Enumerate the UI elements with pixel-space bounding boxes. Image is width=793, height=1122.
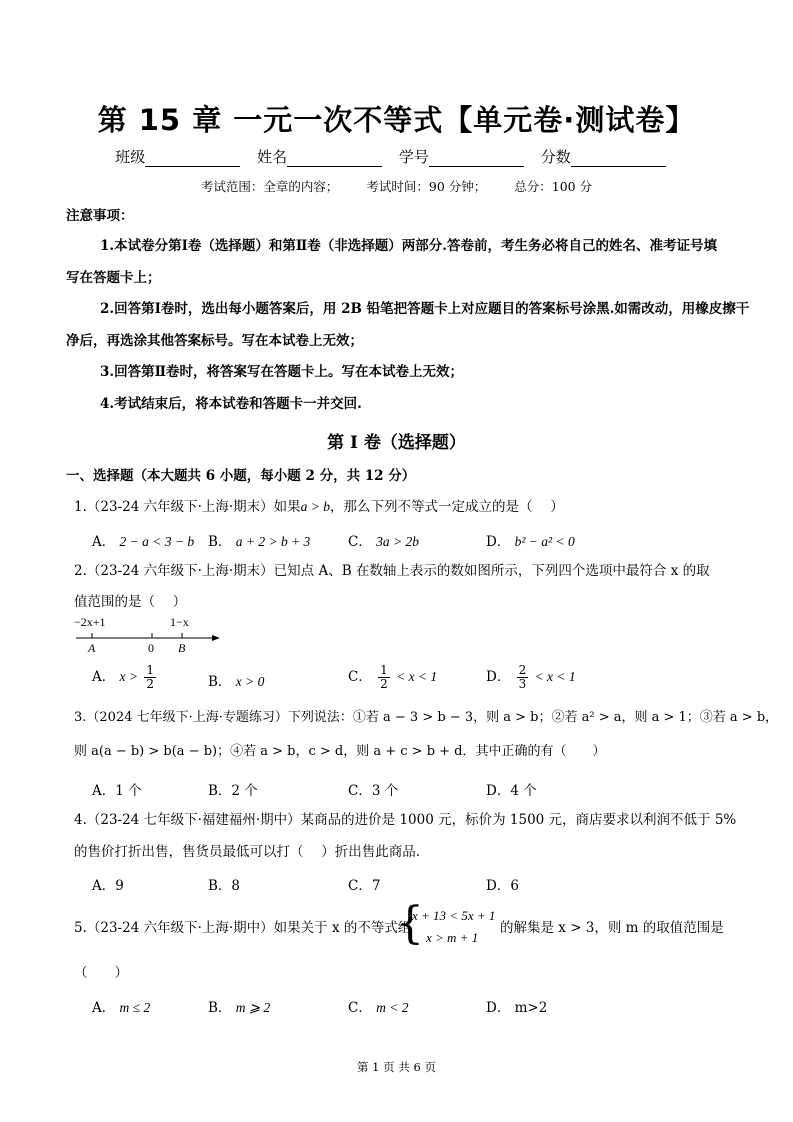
q5-equation-1: x + 13 < 5x + 1 [412, 908, 496, 923]
q1-option-c[interactable]: C． 3a > 2b [348, 534, 420, 550]
q3-option-b[interactable]: B．2 个 [208, 783, 258, 799]
q4-option-b[interactable]: B．8 [208, 878, 241, 894]
note-1-line-1: 1.本试卷分第Ⅰ卷（选择题）和第Ⅱ卷（非选择题）两部分.答卷前，考生务必将自己的姓名、准考证号填 [100, 238, 717, 254]
exam-range: 考试范围：全章的内容； [200, 179, 339, 194]
question-4-line-2: 的售价打折出售，售货员最低可以打（ ）折出售此商品. [74, 844, 421, 860]
q2-option-d-fraction: $\frac{2}{3}$ [518, 663, 527, 691]
name-label: 姓名 [257, 148, 288, 166]
name-blank [287, 151, 382, 167]
numline-label-b-expr: 1−x [170, 615, 189, 629]
question-5-line-2: （ ） [74, 965, 128, 981]
q2-option-a-fraction: $\frac{1}{2}$ [146, 663, 154, 691]
q1-option-b[interactable]: B． a + 2 > b + 3 [208, 534, 311, 550]
q2-option-c[interactable]: C． $\frac{1}{2}$ < x < 1 [348, 663, 438, 691]
page-title: 第 15 章 一元一次不等式【单元卷·测试卷】 [97, 103, 696, 137]
question-2-stem-line-1: 2.（23-24 六年级下·上海·期末）已知点 A、B 在数轴上表示的数如图所示，下列四个选项中最符合 x 的取 [74, 563, 710, 579]
question-5-stem-a: 5.（23-24 六年级下·上海·期中）如果关于 x 的不等式组 [74, 920, 412, 936]
numline-zero-label: 0 [148, 641, 154, 655]
student-id-blank [429, 151, 524, 167]
class-label: 班级 [115, 148, 146, 166]
numline-arrow [212, 635, 220, 641]
question-3-line-2: 则 a(a − b) > b(a − b)；④若 a > b，c > d，则 a + c > b + d．其中正确的有（ ） [74, 744, 606, 759]
q5-option-d[interactable]: D． m>2 [486, 1000, 548, 1016]
q2-option-d[interactable]: D． $\frac{2}{3}$ < x < 1 [486, 663, 576, 691]
q5-option-c[interactable]: C． m < 2 [348, 1000, 409, 1016]
score-blank [571, 151, 666, 167]
numline-point-a: A [88, 641, 96, 655]
note-1-line-2: 写在答题卡上； [66, 270, 161, 286]
q3-option-d[interactable]: D．4 个 [486, 783, 537, 799]
numline-point-b: B [178, 641, 186, 655]
note-2-line-2: 净后，再选涂其他答案标号。写在本试卷上无效； [66, 333, 363, 349]
q4-option-a[interactable]: A．9 [92, 878, 124, 894]
q3-option-a[interactable]: A．1 个 [92, 783, 142, 799]
note-3: 3.回答第Ⅱ卷时，将答案写在答题卡上。写在本试卷上无效； [100, 364, 463, 380]
question-2-stem-line-2: 值范围的是（ ） [74, 594, 187, 610]
q4-option-d[interactable]: D．6 [486, 878, 519, 894]
q5-option-b[interactable]: B． m ⩾ 2 [208, 1000, 271, 1016]
question-4-line-1: 4.（23-24 七年级下·福建福州·期中）某商品的进价是 1000 元，标价为 1500 元，商店要求以利润不低于 5% [74, 812, 737, 828]
q1-option-d[interactable]: D． b² − a² < 0 [486, 534, 575, 550]
q2-option-a[interactable]: A． x > $\frac{1}{2}$ [92, 663, 154, 691]
question-1-stem [74, 497, 564, 517]
q4-option-c[interactable]: C．7 [348, 878, 381, 894]
q3-option-c[interactable]: C．3 个 [348, 783, 399, 799]
exam-total: 总分：100 分 [514, 179, 593, 194]
question-5-stem-b: 的解集是 x > 3，则 m 的取值范围是 [500, 920, 724, 936]
q5-equation-2: x > m + 1 [426, 930, 479, 945]
score-label: 分数 [540, 148, 571, 166]
exam-time: 考试时间：90 分钟； [366, 179, 487, 194]
page-footer: 第 1 页 共 6 页 [357, 1060, 436, 1074]
q2-option-c-fraction: $\frac{1}{2}$ [380, 663, 388, 691]
part-heading: 一、选择题（本大题共 6 小题，每小题 2 分，共 12 分） [66, 468, 416, 484]
q1-stem-a: 1.（23-24 六年级下·上海·期末）如果 [74, 499, 301, 515]
student-id-label: 学号 [398, 148, 429, 166]
q1-stem-b: ，那么下列不等式一定成立的是（ ） [330, 499, 564, 515]
number-line-figure [74, 612, 224, 656]
student-info-row [0, 146, 793, 167]
q1-option-a[interactable]: A． 2 − a < 3 − b [92, 534, 195, 550]
class-blank [145, 151, 240, 167]
note-4: 4.考试结束后，将本试卷和答题卡一并交回. [100, 396, 362, 412]
q5-brace: { [396, 898, 424, 949]
exam-range-row [0, 177, 793, 195]
numline-label-a-expr: −2x+1 [74, 615, 106, 629]
q5-inequality-system [396, 898, 506, 950]
section-title: 第 I 卷（选择题） [327, 433, 466, 453]
note-2-line-1: 2.回答第Ⅰ卷时，选出每小题答案后，用 2B 铅笔把答题卡上对应题目的答案标号涂黑.如需改动，用橡皮擦干 [100, 301, 750, 317]
question-3-line-1: 3.（2024 七年级下·上海·专题练习）下列说法：①若 a − 3 > b − 3，则 a > b；②若 a² > a，则 a > 1；③若 a > b， [74, 710, 779, 725]
q5-option-a[interactable]: A． m ≤ 2 [92, 1000, 151, 1016]
notes-heading: 注意事项： [66, 208, 134, 224]
q1-condition: a > b [300, 499, 331, 514]
q2-option-b[interactable]: B． x > 0 [208, 674, 265, 690]
